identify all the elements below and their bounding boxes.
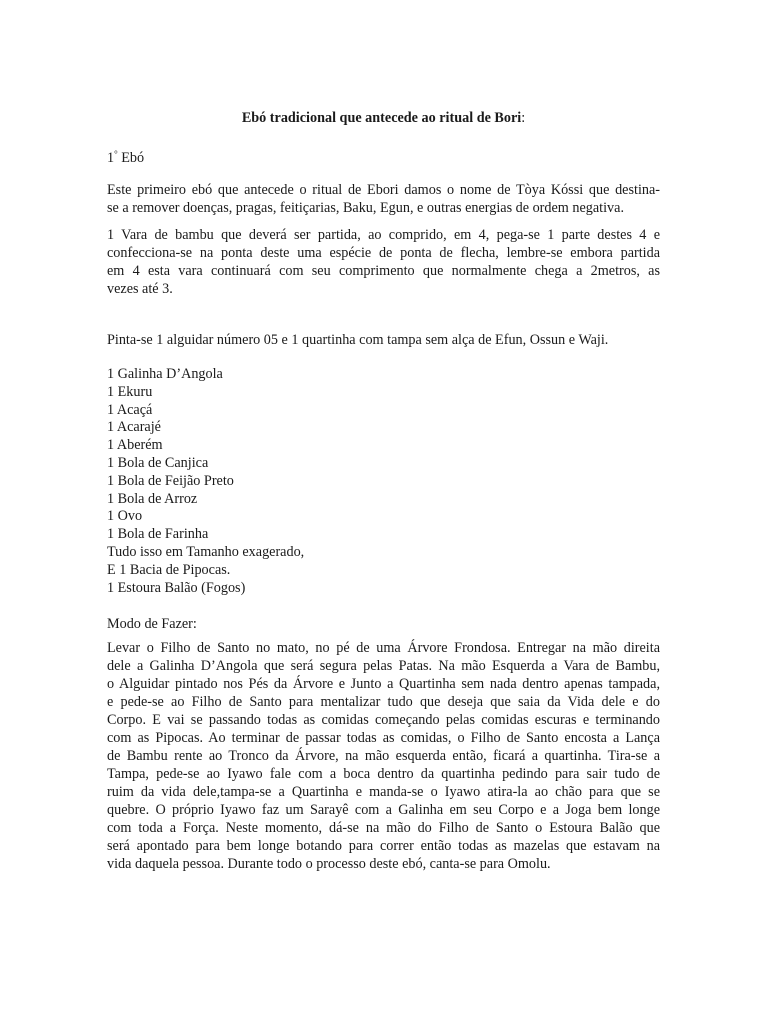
paragraph-line: Corpo. E vai se passando todas as comidas começando pelas comidas escuras e terminando xyxy=(107,712,660,728)
paragraph-line: Levar o Filho de Santo no mato, no pé de uma Árvore Frondosa. Entregar na mão direita xyxy=(107,640,660,656)
paragraph-line: confecciona-se na ponta deste uma espécie de ponta de flecha, lembre-se embora partida xyxy=(107,245,660,261)
document-title-colon: : xyxy=(521,110,526,126)
list-item: 1 Estoura Balão (Fogos) xyxy=(107,579,246,596)
list-item: 1 Aberém xyxy=(107,437,163,454)
paragraph-line: Pinta-se 1 alguidar número 05 e 1 quartinha com tampa sem alça de Efun, Ossun e Waji. xyxy=(107,332,609,348)
paragraph-line: em 4 esta vara continuará com seu comprimento que normalmente chega a 2metros, as xyxy=(107,263,660,279)
paragraph-line: com as Pipocas. Ao terminar de passar todas as comidas, o Filho de Santo encosta a Lança xyxy=(107,730,660,746)
paragraph-line: quebre. O próprio Iyawo faz um Sarayê com a Galinha em seu Corpo e a Joga bem longe xyxy=(107,802,660,818)
paint-paragraph xyxy=(107,331,660,349)
ingredient-list xyxy=(107,366,304,597)
document-title xyxy=(107,109,660,127)
paragraph-line: Tampa, pede-se ao Iyawo fale com a boca dentro da quartinha pedindo para sair tudo de xyxy=(107,766,660,782)
section-heading-ordinal: ° xyxy=(114,149,118,159)
paragraph-line: Este primeiro ebó que antecede o ritual de Ebori damos o nome de Tòya Kóssi que destina- xyxy=(107,182,660,198)
paragraph-line: será apontado para bem longe botando para correr então todas as mazelas que estavam na xyxy=(107,838,660,854)
method-heading-text: Modo de Fazer: xyxy=(107,616,197,632)
method-heading xyxy=(107,615,660,633)
list-item: 1 Ekuru xyxy=(107,383,153,400)
document-title-text: Ebó tradicional que antecede ao ritual de Bori xyxy=(241,110,522,126)
section-heading xyxy=(107,145,144,167)
list-item: 1 Bola de Farinha xyxy=(107,526,209,543)
list-item: 1 Ovo xyxy=(107,508,143,525)
paragraph-line: o Alguidar pintado nos Pés da Árvore e Junto a Quartinha sem nada dentro apenas tampada, xyxy=(107,676,660,692)
list-item: 1 Acarajé xyxy=(107,419,161,436)
paragraph-line: de Bambu rente ao Tronco da Árvore, na mão esquerda então, ficará a quartinha. Tira-se a xyxy=(107,748,660,764)
paragraph-line: vezes até 3. xyxy=(107,281,173,297)
paragraph-line: dele a Galinha D’Angola que será segura pelas Patas. Na mão Esquerda a Vara de Bambu, xyxy=(107,658,660,674)
paragraph-line: se a remover doenças, pragas, feitiçarias, Baku, Egun, e outras energias de ordem negativa. xyxy=(107,200,624,216)
section-heading-text: Ebó xyxy=(117,150,145,166)
method-paragraph xyxy=(107,639,660,873)
list-item: 1 Bola de Arroz xyxy=(107,490,198,507)
paragraph-line: 1 Vara de bambu que deverá ser partida, ao comprido, em 4, pega-se 1 parte destes 4 e xyxy=(107,227,660,243)
list-item: Tudo isso em Tamanho exagerado, xyxy=(107,543,305,560)
section-heading-number: 1 xyxy=(107,150,115,166)
paragraph-line: e pede-se ao Filho de Santo para mentalizar tudo que deseja que saia da Vida dele e do xyxy=(107,694,660,710)
list-item: E 1 Bacia de Pipocas. xyxy=(107,561,231,578)
list-item: 1 Acaçá xyxy=(107,401,153,418)
paragraph-line: com toda a Força. Neste momento, dá-se na mão do Filho de Santo o Estoura Balão que xyxy=(107,820,660,836)
paragraph-line: ruim da vida dele,tampa-se a Quartinha e manda-se o Iyawo atira-la ao chão para que se xyxy=(107,784,660,800)
intro-paragraph xyxy=(107,181,660,217)
list-item: 1 Galinha D’Angola xyxy=(107,366,223,382)
paragraph-line: vida daquela pessoa. Durante todo o processo deste ebó, canta-se para Omolu. xyxy=(107,856,551,872)
list-item: 1 Bola de Feijão Preto xyxy=(107,472,234,489)
bamboo-paragraph xyxy=(107,226,660,298)
list-item: 1 Bola de Canjica xyxy=(107,454,209,471)
